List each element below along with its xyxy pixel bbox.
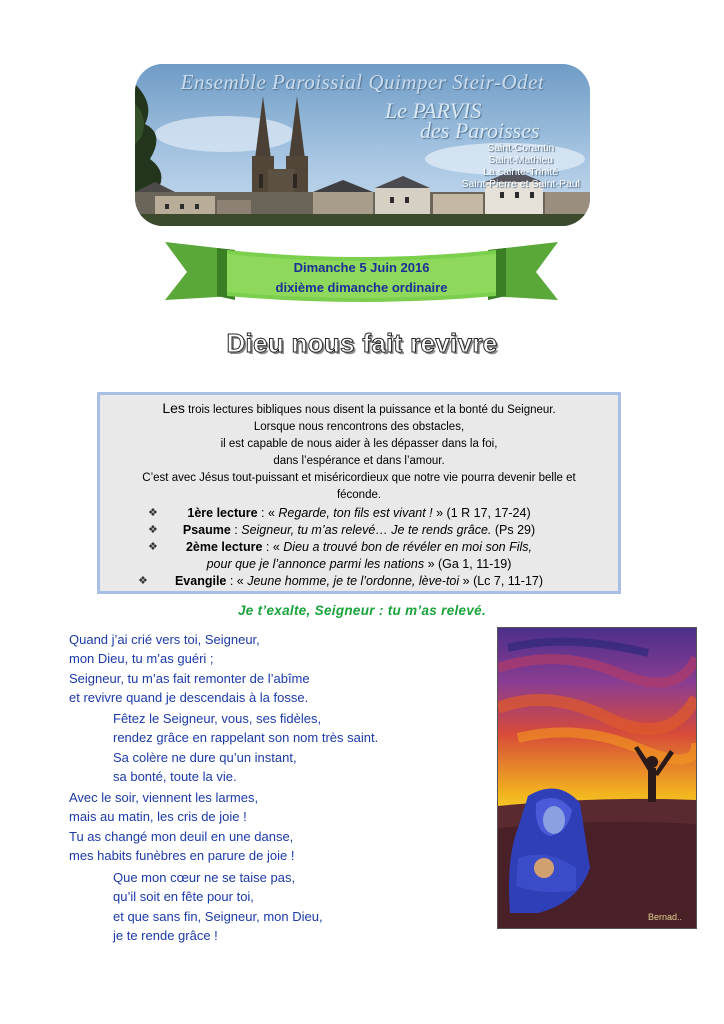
- psalm-line: Que mon cœur ne se taise pas,: [113, 870, 296, 885]
- psalm-line: qu’il soit en fête pour toi,: [113, 889, 254, 905]
- banner-title: Ensemble Paroissial Quimper Steir-Odet: [180, 70, 545, 94]
- psalm-line: et revivre quand je descendais à la fosse.: [69, 689, 309, 705]
- reading-item-continued: pour que je l’annonce parmi les nations » (Ga 1, 11-19): [206, 557, 512, 571]
- parish-list: [462, 142, 580, 190]
- psalm-line: Avec le soir, viennent les larmes,: [69, 790, 259, 805]
- psalm-line: Tu as changé mon deuil en une danse,: [69, 828, 294, 844]
- psalm-line: mes habits funèbres en parure de joie !: [69, 847, 295, 863]
- banner-paroisses: des Paroisses: [420, 118, 540, 143]
- reading-item: ❖ Evangile : « Jeune homme, je te l’ordonne, lève-toi » (Lc 7, 11-17): [138, 574, 544, 588]
- psalm-stanza: [113, 868, 323, 945]
- page-title: Dieu nous fait revivre: [226, 328, 498, 358]
- psalm-line: rendez grâce en rappelant son nom très saint.: [113, 730, 379, 746]
- painting-illustration: [497, 627, 697, 929]
- psalm-line: mais au matin, les cris de joie !: [69, 809, 247, 825]
- painting-signature: Bernad..: [648, 912, 683, 922]
- psalm-refrain: Je t’exalte, Seigneur : tu m’as relevé.: [237, 603, 487, 618]
- readings-box: [97, 392, 621, 594]
- intro-line: dans l’espérance et dans l’amour.: [273, 455, 445, 467]
- parish-name: Saint-Corantin: [487, 142, 555, 154]
- diamond-bullet-icon: ❖: [148, 524, 158, 536]
- psalm-stanza: [69, 788, 294, 865]
- psalm-stanza: [113, 709, 378, 786]
- psalm-line: mon Dieu, tu m’as guéri ;: [69, 651, 214, 667]
- parish-banner: [135, 64, 590, 226]
- psalm-line: Sa colère ne dure qu’un instant,: [113, 749, 297, 765]
- psalm-line: Fêtez le Seigneur, vous, ses fidèles,: [113, 711, 322, 726]
- ribbon-date: Dimanche 5 Juin 2016: [293, 260, 430, 275]
- intro-line: il est capable de nous aider à les dépasser dans la foi,: [220, 438, 498, 450]
- intro-line: C’est avec Jésus tout-puissant et miséricordieux que notre vie pourra devenir belle et: [142, 472, 576, 484]
- psalm-stanza: [69, 630, 310, 707]
- ribbon-sunday: dixième dimanche ordinaire: [275, 280, 448, 295]
- psalm-line: et que sans fin, Seigneur, mon Dieu,: [113, 908, 323, 924]
- psalm-line: Seigneur, tu m’as fait remonter de l’abîme: [69, 670, 310, 686]
- readings-list: [100, 505, 618, 590]
- diamond-bullet-icon: ❖: [138, 575, 148, 587]
- parish-name: La sainte-Trinité: [483, 166, 559, 178]
- psalm-line: sa bonté, toute la vie.: [113, 768, 237, 784]
- reading-item: ❖ 1ère lecture : « Regarde, ton fils est vivant ! » (1 R 17, 17-24): [148, 506, 531, 520]
- intro-text: [100, 400, 618, 504]
- intro-first-word: Les: [162, 400, 185, 416]
- painting-image: [498, 628, 696, 928]
- date-ribbon: [165, 238, 558, 306]
- psalm-line: je te rende grâce !: [113, 927, 218, 943]
- psalm-line: Quand j’ai crié vers toi, Seigneur,: [69, 632, 260, 647]
- intro-line: féconde.: [336, 489, 382, 501]
- diamond-bullet-icon: ❖: [148, 541, 158, 553]
- reading-item: ❖ Psaume : Seigneur, tu m’as relevé… Je te rends grâce. (Ps 29): [148, 523, 536, 537]
- parish-name: Saint-Mathieu: [488, 154, 554, 166]
- intro-line: Lorsque nous rencontrons des obstacles,: [253, 421, 465, 433]
- intro-line: trois lectures bibliques nous disent la puissance et la bonté du Seigneur.: [184, 404, 556, 416]
- banner-parvis: Le PARVIS: [385, 98, 482, 123]
- parish-name: Saint-Pierre et Saint-Paul: [461, 178, 580, 190]
- reading-item: ❖ 2ème lecture : « Dieu a trouvé bon de révéler en moi son Fils,: [148, 540, 533, 554]
- diamond-bullet-icon: ❖: [148, 507, 158, 519]
